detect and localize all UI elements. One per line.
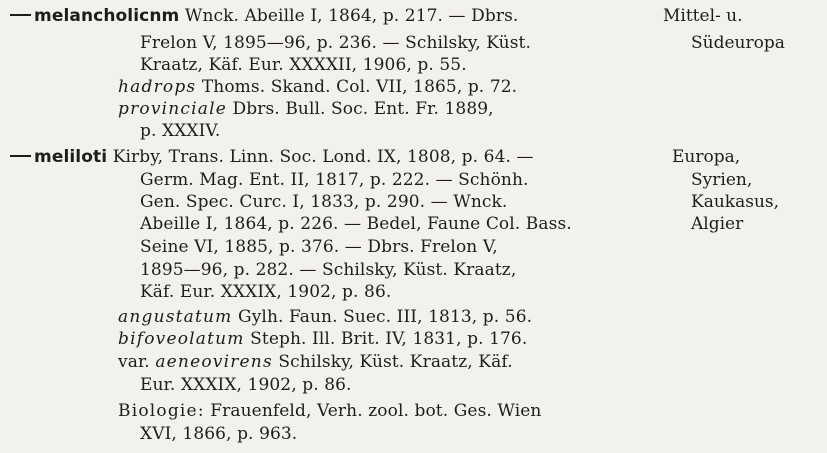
entry-head-line xyxy=(10,147,534,168)
biology-reference: Frauenfeld, Verh. zool. bot. Ges. Wien xyxy=(210,401,542,421)
species-name: meliloti xyxy=(34,147,108,167)
synonym-reference: Thoms. Skand. Col. VII, 1865, p. 72. xyxy=(201,77,518,97)
distribution-line: Kaukasus, xyxy=(691,192,780,212)
synonym-reference: Gylh. Faun. Suec. III, 1813, p. 56. xyxy=(238,307,533,327)
synonym-name: bifoveolatum xyxy=(118,329,245,349)
variety-prefix: var. xyxy=(118,352,150,372)
reference-line: Gen. Spec. Curc. I, 1833, p. 290. — Wnck. xyxy=(140,192,508,212)
synonym-name: angustatum xyxy=(118,307,233,327)
reference-line: Germ. Mag. Ent. II, 1817, p. 222. — Schönh. xyxy=(140,170,529,190)
reference-text: Wnck. Abeille I, 1864, p. 217. — Dbrs. xyxy=(184,6,519,26)
reference-line: Käf. Eur. XXXIX, 1902, p. 86. xyxy=(140,282,392,302)
distribution-line: Algier xyxy=(691,214,744,234)
synonym-continuation: p. XXXIV. xyxy=(140,121,221,141)
synonym-line xyxy=(118,307,532,328)
biology-continuation: XVI, 1866, p. 963. xyxy=(140,424,298,444)
variety-continuation: Eur. XXXIX, 1902, p. 86. xyxy=(140,375,352,395)
synonym-line xyxy=(118,99,494,120)
distribution-line: Syrien, xyxy=(691,170,753,190)
distribution-line: Mittel- u. xyxy=(663,6,743,26)
distribution-line: Südeuropa xyxy=(691,33,785,53)
reference-line: Abeille I, 1864, p. 226. — Bedel, Faune Col. Bass. xyxy=(140,214,572,234)
synonym-reference: Steph. Ill. Brit. IV, 1831, p. 176. xyxy=(250,329,528,349)
reference-line: 1895—96, p. 282. — Schilsky, Küst. Kraatz, xyxy=(140,260,517,280)
reference-line: Seine VI, 1885, p. 376. — Dbrs. Frelon V, xyxy=(140,237,498,257)
reference-text: Kirby, Trans. Linn. Soc. Lond. IX, 1808, p. 64. — xyxy=(112,147,534,167)
reference-line: Kraatz, Käf. Eur. XXXXII, 1906, p. 55. xyxy=(140,55,467,75)
entry-dash-mark xyxy=(10,14,31,16)
synonym-name: hadrops xyxy=(118,77,197,97)
variety-line xyxy=(118,352,513,373)
entry-dash-mark xyxy=(10,155,31,157)
biology-label: Biologie: xyxy=(118,401,205,421)
variety-name: aeneovirens xyxy=(155,352,273,372)
entry-head-line xyxy=(10,6,518,27)
synonym-reference: Dbrs. Bull. Soc. Ent. Fr. 1889, xyxy=(232,99,494,119)
reference-line: Frelon V, 1895—96, p. 236. — Schilsky, Küst. xyxy=(140,33,531,53)
synonym-line xyxy=(118,329,527,350)
species-name: melancholicnm xyxy=(34,6,180,26)
biology-line xyxy=(118,401,541,422)
synonym-name: provinciale xyxy=(118,99,228,119)
variety-reference: Schilsky, Küst. Kraatz, Käf. xyxy=(278,352,513,372)
distribution-line: Europa, xyxy=(672,147,741,167)
synonym-line xyxy=(118,77,517,98)
